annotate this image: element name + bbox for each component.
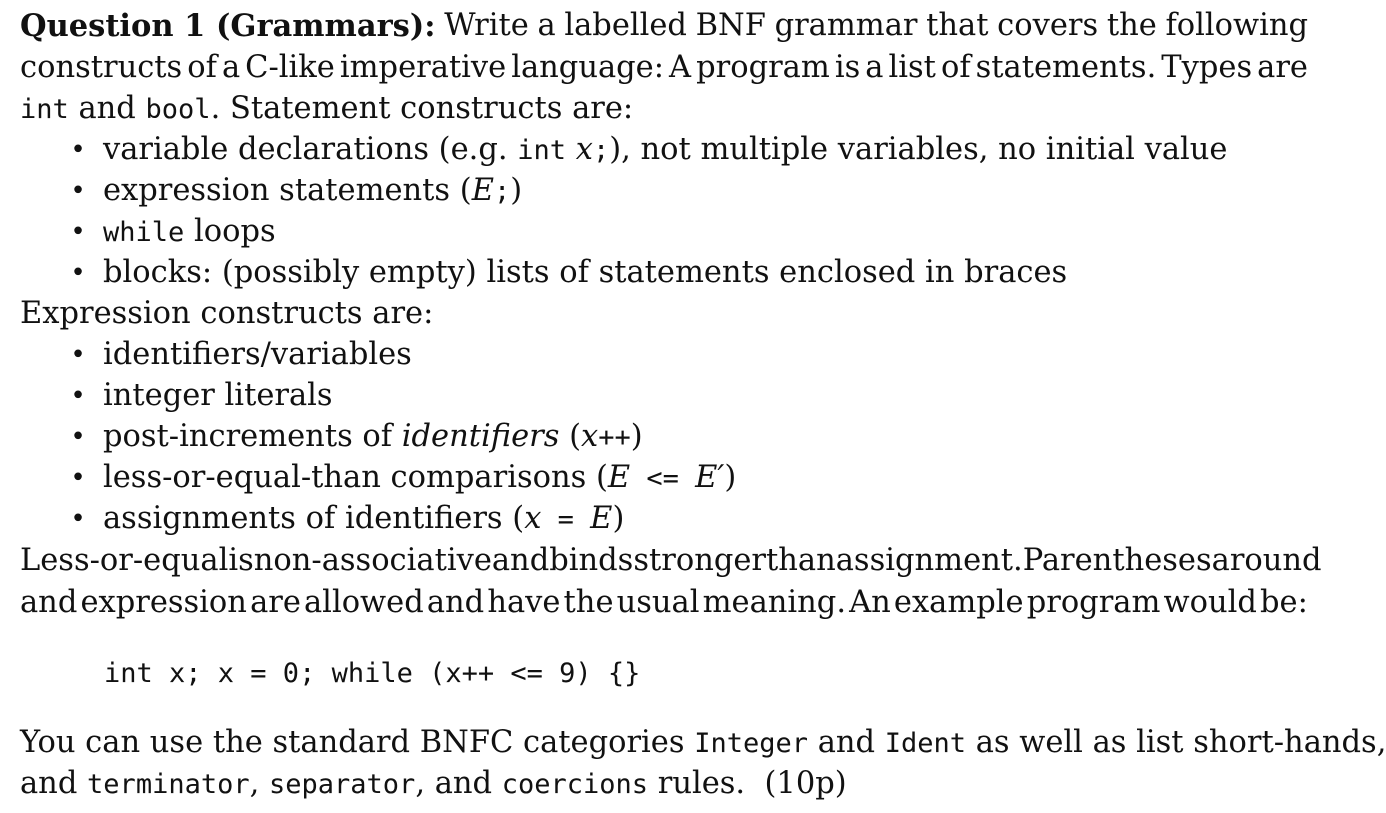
intro-word: C-like [245,50,335,85]
postinc-operator: ++ [598,422,631,453]
bullet-icon: • [70,217,86,247]
notes-word: around [1211,543,1322,578]
intro-word: statements. [975,50,1157,85]
ident-item-text: identifiers/variables [103,337,412,372]
intro-word: list [888,50,936,85]
assign-item-text [103,499,624,540]
notes-word: are [250,585,301,620]
closing-text-b: and [808,725,885,760]
notes-word: non-associative [253,543,492,578]
intlit-item-text: integer literals [103,378,333,413]
notes-word: Parentheses [1022,543,1212,578]
list-item [20,212,1308,252]
notes-word: the [563,585,614,620]
list-item [20,499,1308,539]
leq-var-E-prime: E′ [695,460,725,495]
bullet-icon: • [70,381,86,411]
intro-word: Write [444,8,529,43]
decl-var-x: x [566,132,593,167]
intro-word: Types [1161,50,1253,85]
question-label: Question 1 (Grammars): [20,8,436,44]
type-bool-code: bool [145,94,211,125]
intro-word: that [926,8,989,43]
notes-word: assignment. [835,543,1023,578]
closing-text-f: , and [415,766,502,801]
notes-word: have [487,585,561,620]
assign-text-a: assignments of identifiers ( [103,501,525,536]
notes-word: than [766,543,836,578]
list-item [20,335,1308,375]
notes-word: binds [549,543,634,578]
notes-word: is [228,543,254,578]
postinc-text-c: ) [630,419,643,454]
intro-word: a [537,8,556,43]
leq-var-E: E [607,460,631,495]
leq-item-text [103,458,736,499]
closing-text-c: as well as list short-hands, [966,725,1386,760]
type-int-code: int [20,94,69,125]
question-line-2 [20,48,1308,88]
closing-line-2 [20,764,847,804]
leq-operator: <= [630,463,696,494]
decl-int-code: int [517,135,567,166]
notes-word: expression [80,585,247,620]
bullet-icon: • [70,135,86,165]
decl-text-a: variable declarations (e.g. [103,132,518,167]
intro-word: imperative [339,50,507,85]
notes-word: An [849,585,891,620]
closing-text-g: rules. (10p) [648,766,847,801]
notes-word: be: [1260,585,1308,620]
integer-category-code: Integer [694,728,808,759]
assign-text-c: ) [612,501,625,536]
notes-word: usual [616,585,700,620]
list-item [20,171,1308,211]
intro-word: a [221,50,241,85]
bullet-icon: • [70,463,86,493]
types-tail-text: . Statement constructs are: [210,91,634,126]
types-and-text: and [68,91,146,126]
intro-word: of [187,50,217,85]
types-line [20,89,633,129]
notes-line-2 [20,583,1308,623]
intro-word: the [1106,8,1157,43]
expr-stmt-item-text [103,171,522,212]
notes-word: meaning. [702,585,847,620]
postinc-var-x: x [581,419,599,454]
notes-word: program [1026,585,1161,620]
expression-heading: Expression constructs are: [20,296,434,331]
example-code: int x; x = 0; while (x++ <= 9) {} [104,658,641,689]
intro-word: following [1165,8,1308,43]
bullet-icon: • [70,504,86,534]
notes-word: and [20,585,78,620]
decl-text-b: ), not multiple variables, no initial value [609,132,1228,167]
intro-word: A [669,50,692,85]
postinc-item-text [103,417,643,458]
closing-text-e: , [249,766,269,801]
bullet-icon: • [70,176,86,206]
question-line-1 [20,6,1308,46]
notes-word: and [491,543,550,578]
decl-semicolon: ; [592,135,610,166]
list-item [20,130,1308,170]
notes-line-1 [20,541,1322,581]
list-item [20,253,1308,293]
bullet-icon: • [70,422,86,452]
expr-var-E: E [471,173,494,208]
intro-word: a [865,50,884,85]
expr-semicolon: ; [493,176,511,207]
intro-word: labelled [564,8,687,43]
terminator-code: terminator [87,769,250,800]
ident-category-code: Ident [884,728,967,759]
while-item-text [103,212,276,253]
expr-text-a: expression statements ( [103,173,472,208]
blocks-item-text: blocks: (possibly empty) lists of statements enclosed in braces [103,255,1068,290]
notes-word: example [893,585,1024,620]
assign-operator: = [541,504,591,535]
list-item [20,376,1308,416]
notes-word: would [1163,585,1257,620]
bullet-icon: • [70,258,86,288]
list-item [20,458,1308,498]
postinc-text-a: post-increments of [103,419,402,454]
separator-code: separator [269,769,416,800]
postinc-italic: identifiers [401,419,560,454]
intro-word: of [940,50,971,85]
coercions-code: coercions [501,769,649,800]
bullet-icon: • [70,340,86,370]
intro-word: grammar [774,8,918,43]
intro-word: is [834,50,861,85]
closing-text-d: and [20,766,88,801]
leq-text-c: ) [724,460,737,495]
intro-word: program [696,50,830,85]
closing-line-1 [20,723,1386,763]
intro-word: covers [997,8,1099,43]
while-keyword-code: while [103,217,185,248]
intro-word: constructs [20,50,183,85]
expr-text-b: ) [510,173,523,208]
leq-text-a: less-or-equal-than comparisons ( [103,460,608,495]
notes-word: and [426,585,485,620]
postinc-text-b: ( [559,419,581,454]
notes-word: stronger [633,543,766,578]
closing-text-a: You can use the standard BNFC categories [20,725,695,760]
assign-var-E: E [590,501,613,536]
while-text-b: loops [184,214,276,249]
intro-word: language: [511,50,665,85]
notes-word: allowed [304,585,424,620]
intro-word: BNF [695,8,766,43]
list-item [20,417,1308,457]
intro-word: are [1257,50,1308,85]
decl-item-text [103,130,1227,171]
assign-var-x: x [524,501,542,536]
notes-word: Less-or-equal [20,543,229,578]
